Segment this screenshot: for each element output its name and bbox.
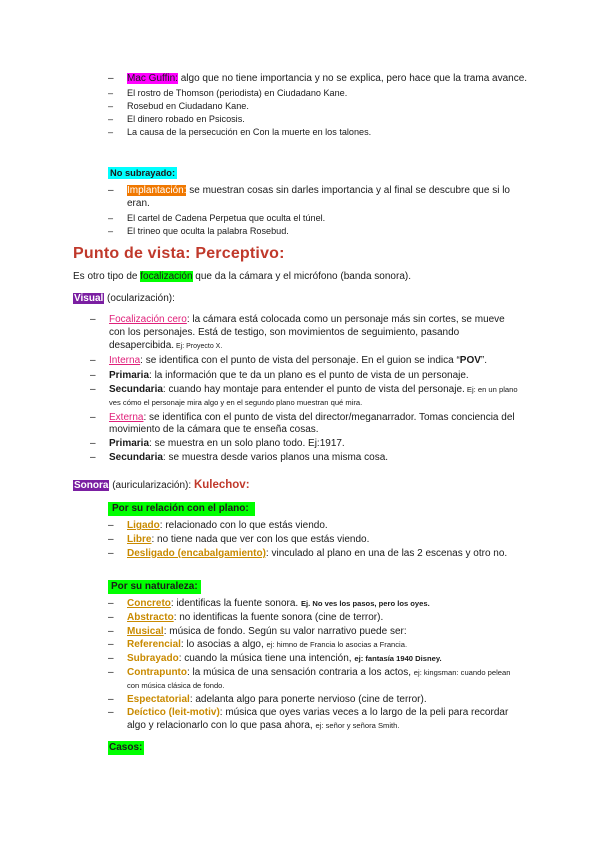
relacion-label: Por su relación con el plano: bbox=[108, 502, 255, 516]
note: Ej: en un plano ves cómo el personaje mira algo y en el segundo plano muestran qué mira. bbox=[109, 384, 518, 407]
list-item bbox=[108, 707, 522, 733]
term: Secundaria bbox=[109, 383, 163, 395]
term: Subrayado bbox=[127, 653, 179, 665]
note: Ej. No ves los pasos, pero los oyes. bbox=[300, 599, 430, 608]
list-item bbox=[90, 438, 522, 451]
example-text: El cartel de Cadena Perpetua que oculta el túnel. bbox=[127, 213, 326, 224]
visual-heading bbox=[73, 293, 175, 306]
item-text: : vinculado al plano en una de las 2 escenas y otro no. bbox=[265, 547, 508, 559]
visual-list bbox=[90, 314, 522, 465]
intro-paragraph bbox=[73, 271, 543, 284]
item-text: : no identificas la fuente sonora (cine de terror). bbox=[173, 611, 384, 623]
term: Desligado (encabalgamiento) bbox=[127, 547, 266, 559]
example-text: Rosebud en Ciudadano Kane. bbox=[127, 100, 249, 111]
implantacion-term: Implantación: bbox=[127, 185, 187, 196]
list-item bbox=[108, 694, 522, 707]
note: Ej: Proyecto X. bbox=[174, 342, 223, 350]
item-text: : cuando hay montaje para entender el punto de vista del personaje. bbox=[162, 383, 465, 395]
list-item bbox=[90, 355, 522, 368]
list-item bbox=[90, 384, 522, 410]
term: Concreto bbox=[127, 598, 171, 609]
list-item bbox=[108, 626, 522, 639]
macguffin-term: Mac Guffin: bbox=[127, 73, 178, 84]
macguffin-list bbox=[108, 73, 528, 138]
item-text: : no tiene nada que ver con los que estás viendo. bbox=[151, 533, 370, 545]
implantacion-text: se muestran cosas sin darles importancia y al final se descubre que si lo eran. bbox=[127, 185, 510, 209]
naturaleza-heading bbox=[108, 576, 201, 594]
list-item bbox=[108, 212, 528, 224]
item-text: : relacionado con lo que estás viendo. bbox=[159, 520, 328, 531]
term: Deíctico (leit-motiv) bbox=[127, 707, 220, 719]
list-item bbox=[108, 639, 522, 652]
kulechov-label: Kulechov: bbox=[193, 479, 250, 491]
pov-text: POV bbox=[459, 355, 481, 367]
casos-label: Casos: bbox=[109, 742, 143, 753]
item-text: : se identifica con el punto de vista del director/meganarrador. Tomas conciencia del movimiento de la cámara que te enseña cosas. bbox=[109, 411, 515, 436]
macguffin-text: algo que no tiene importancia y no se explica, pero hace que la trama avance. bbox=[177, 73, 528, 84]
term: Contrapunto bbox=[127, 666, 187, 678]
example-text: La causa de la persecución en Con la muerte en los talones. bbox=[127, 127, 372, 138]
intro-text: que da la cámara y el micrófono (banda sonora). bbox=[192, 271, 411, 282]
term: Interna bbox=[109, 355, 141, 367]
list-item bbox=[108, 100, 528, 112]
note: ej: señor y señora Smith. bbox=[315, 721, 400, 731]
item-text: : se muestra desde varios planos una misma cosa. bbox=[162, 451, 389, 463]
term: Referencial bbox=[127, 639, 181, 651]
item-text: : identificas la fuente sonora. bbox=[170, 598, 301, 609]
list-item bbox=[90, 412, 522, 438]
list-item bbox=[108, 185, 528, 210]
term: Primaria bbox=[109, 370, 150, 382]
term: Focalización cero bbox=[109, 314, 187, 325]
list-item bbox=[108, 87, 528, 99]
list-item bbox=[90, 314, 522, 353]
section-title: Punto de vista: Perceptivo: bbox=[73, 245, 285, 262]
sonora-subtitle: (auricularización): bbox=[109, 480, 194, 491]
item-text: : se muestra en un solo plano todo. Ej:1917. bbox=[149, 438, 345, 450]
item-text: : la música de una sensación contraria a los actos, bbox=[187, 666, 414, 678]
term: Externa bbox=[109, 411, 144, 423]
list-item bbox=[108, 548, 522, 561]
list-item bbox=[108, 534, 522, 547]
list-item bbox=[90, 370, 522, 383]
relacion-list bbox=[108, 520, 522, 560]
list-item bbox=[108, 126, 528, 138]
term: Secundaria bbox=[109, 451, 163, 463]
focalizacion-highlight: focalización bbox=[140, 271, 193, 282]
implantacion-list bbox=[108, 185, 528, 238]
relacion-heading bbox=[108, 498, 255, 516]
list-item bbox=[108, 667, 522, 693]
naturaleza-label: Por su naturaleza: bbox=[108, 580, 201, 594]
list-item bbox=[108, 598, 522, 611]
item-text: : música que oyes varias veces a lo largo de la peli para recordar algo y relacionarlo con lo que pasa ahora, bbox=[127, 707, 509, 732]
no-subrayado-label: No subrayado: bbox=[110, 168, 176, 178]
term: Ligado bbox=[127, 520, 160, 531]
item-text: ”. bbox=[480, 355, 488, 367]
item-text: : se identifica con el punto de vista del personaje. En el guion se indica “ bbox=[140, 355, 460, 367]
list-item bbox=[90, 452, 522, 465]
item-text: : la información que te da un plano es el punto de vista de un personaje. bbox=[149, 370, 469, 382]
list-item bbox=[108, 612, 522, 625]
term: Abstracto bbox=[127, 611, 174, 623]
example-text: El dinero robado en Psicosis. bbox=[127, 114, 245, 124]
visual-label: Visual bbox=[74, 293, 104, 304]
list-item bbox=[108, 73, 528, 86]
list-item bbox=[108, 225, 528, 237]
list-item bbox=[108, 113, 528, 125]
term: Libre bbox=[127, 533, 152, 545]
list-item bbox=[108, 653, 522, 666]
item-text: : lo asocias a algo, bbox=[180, 639, 267, 651]
sonora-heading bbox=[73, 479, 250, 493]
no-subrayado-heading bbox=[108, 163, 177, 181]
naturaleza-list bbox=[108, 598, 522, 733]
sonora-label: Sonora bbox=[74, 480, 109, 491]
example-text: El rostro de Thomson (periodista) en Ciudadano Kane. bbox=[127, 87, 348, 98]
item-text: : cuando la música tiene una intención, bbox=[178, 653, 355, 665]
intro-text: Es otro tipo de bbox=[73, 271, 141, 282]
note: ej: fantasía 1940 Disney. bbox=[354, 654, 442, 664]
item-text: : adelanta algo para ponerte nervioso (cine de terror). bbox=[189, 693, 427, 705]
item-text: : la cámara está colocada como un personaje más sin cortes, se mueve con los personajes. Está de testigo, son movimientos de seguimiento, pasando desapercibida. bbox=[109, 314, 505, 351]
term: Espectatorial bbox=[127, 693, 190, 705]
term: Primaria bbox=[109, 438, 150, 450]
term: Musical bbox=[127, 625, 164, 637]
note: ej: himno de Francia lo asocias a Francia. bbox=[266, 640, 408, 650]
item-text: : música de fondo. Según su valor narrativo puede ser: bbox=[163, 625, 407, 637]
example-text: El trineo que oculta la palabra Rosebud. bbox=[127, 226, 289, 237]
visual-subtitle: (ocularización): bbox=[104, 293, 175, 304]
list-item bbox=[108, 520, 522, 533]
casos-heading bbox=[108, 737, 144, 755]
note: ej: kingsman: cuando pelean con música clásica de fondo. bbox=[127, 667, 511, 690]
